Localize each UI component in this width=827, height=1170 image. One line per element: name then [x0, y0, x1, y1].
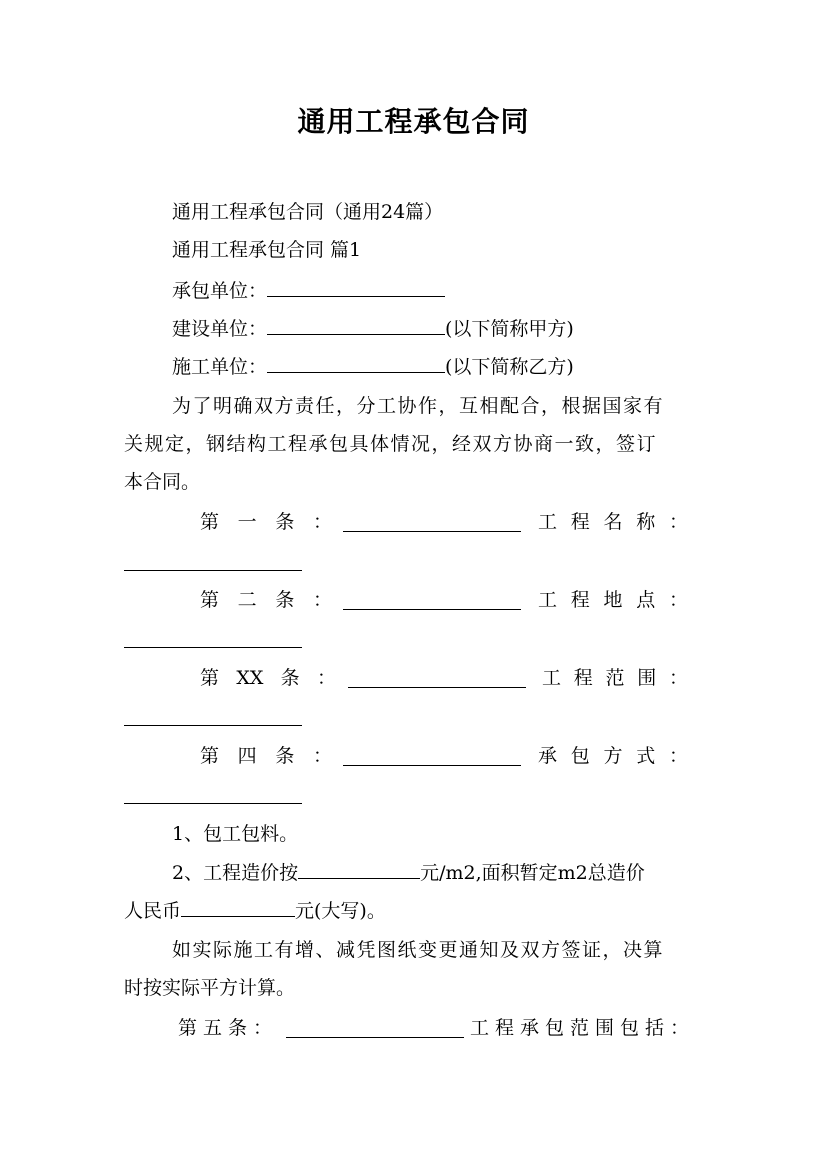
item2-text-d: 元(大写)。: [295, 900, 386, 922]
article3-label: 第 XX 条 ：: [200, 667, 336, 689]
article1-blank: [343, 531, 521, 532]
article3-blank: [348, 687, 526, 688]
para1-line2: 关规定，钢结构工程承包具体情况，经双方协商一致，签订: [124, 433, 658, 455]
article4-blank-2: [124, 803, 302, 804]
contractor-unit-blank: [267, 278, 445, 297]
article5-blank: [286, 1037, 464, 1038]
article4-blank: [343, 765, 521, 766]
para2-line1: 如实际施工有增、减凭图纸变更通知及双方签证，决算: [172, 939, 665, 961]
article1-label: 第 一 条 ：: [200, 511, 332, 533]
construction-unit-note: (以下简称甲方): [445, 318, 574, 340]
contractor-unit-line: [172, 278, 445, 303]
contractor-unit-label: 承包单位：: [172, 280, 268, 302]
document-title: 通用工程承包合同: [297, 105, 530, 138]
article1-blank-2: [124, 570, 302, 571]
item2-text-a: 2、工程造价按: [172, 862, 299, 884]
construction-unit-line: [172, 316, 574, 341]
item2-line1: [172, 860, 645, 885]
article2-blank: [343, 609, 521, 610]
article3-title: 工 程 范 围 ：: [542, 667, 688, 689]
article2-title: 工 程 地 点 ：: [538, 589, 688, 611]
article3-blank-2: [124, 725, 302, 726]
item1: 1、包工包料。: [172, 823, 299, 845]
section-heading: 通用工程承包合同 篇1: [172, 239, 362, 261]
construction-unit-blank: [267, 316, 445, 335]
subtitle-line: 通用工程承包合同（通用24篇）: [172, 201, 444, 223]
para2-line2: 时按实际平方计算。: [124, 977, 296, 999]
item2-text-c: 人民币: [124, 900, 182, 922]
article2-blank-2: [124, 647, 302, 648]
total-price-blank: [181, 898, 295, 917]
item2-text-b: 元/m2,面积暂定m2总造价: [420, 862, 645, 884]
article4-label: 第 四 条 ：: [200, 745, 332, 767]
article5-label: 第五条：: [178, 1017, 279, 1039]
item2-line2: [124, 898, 386, 923]
contractor-line: [172, 354, 574, 379]
contractor-note: (以下简称乙方): [445, 356, 574, 378]
contractor-blank: [267, 354, 445, 373]
para1-line1: 为了明确双方责任，分工协作，互相配合，根据国家有: [172, 395, 665, 417]
article5-title: 工程承包范围包括：: [470, 1017, 696, 1039]
article4-title: 承 包 方 式 ：: [538, 745, 688, 767]
unit-price-blank: [298, 860, 420, 879]
construction-unit-label: 建设单位：: [172, 318, 268, 340]
article2-label: 第 二 条 ：: [200, 589, 332, 611]
article1-title: 工 程 名 称 ：: [538, 511, 688, 533]
contractor-label: 施工单位：: [172, 356, 268, 378]
para1-line3: 本合同。: [124, 471, 201, 493]
